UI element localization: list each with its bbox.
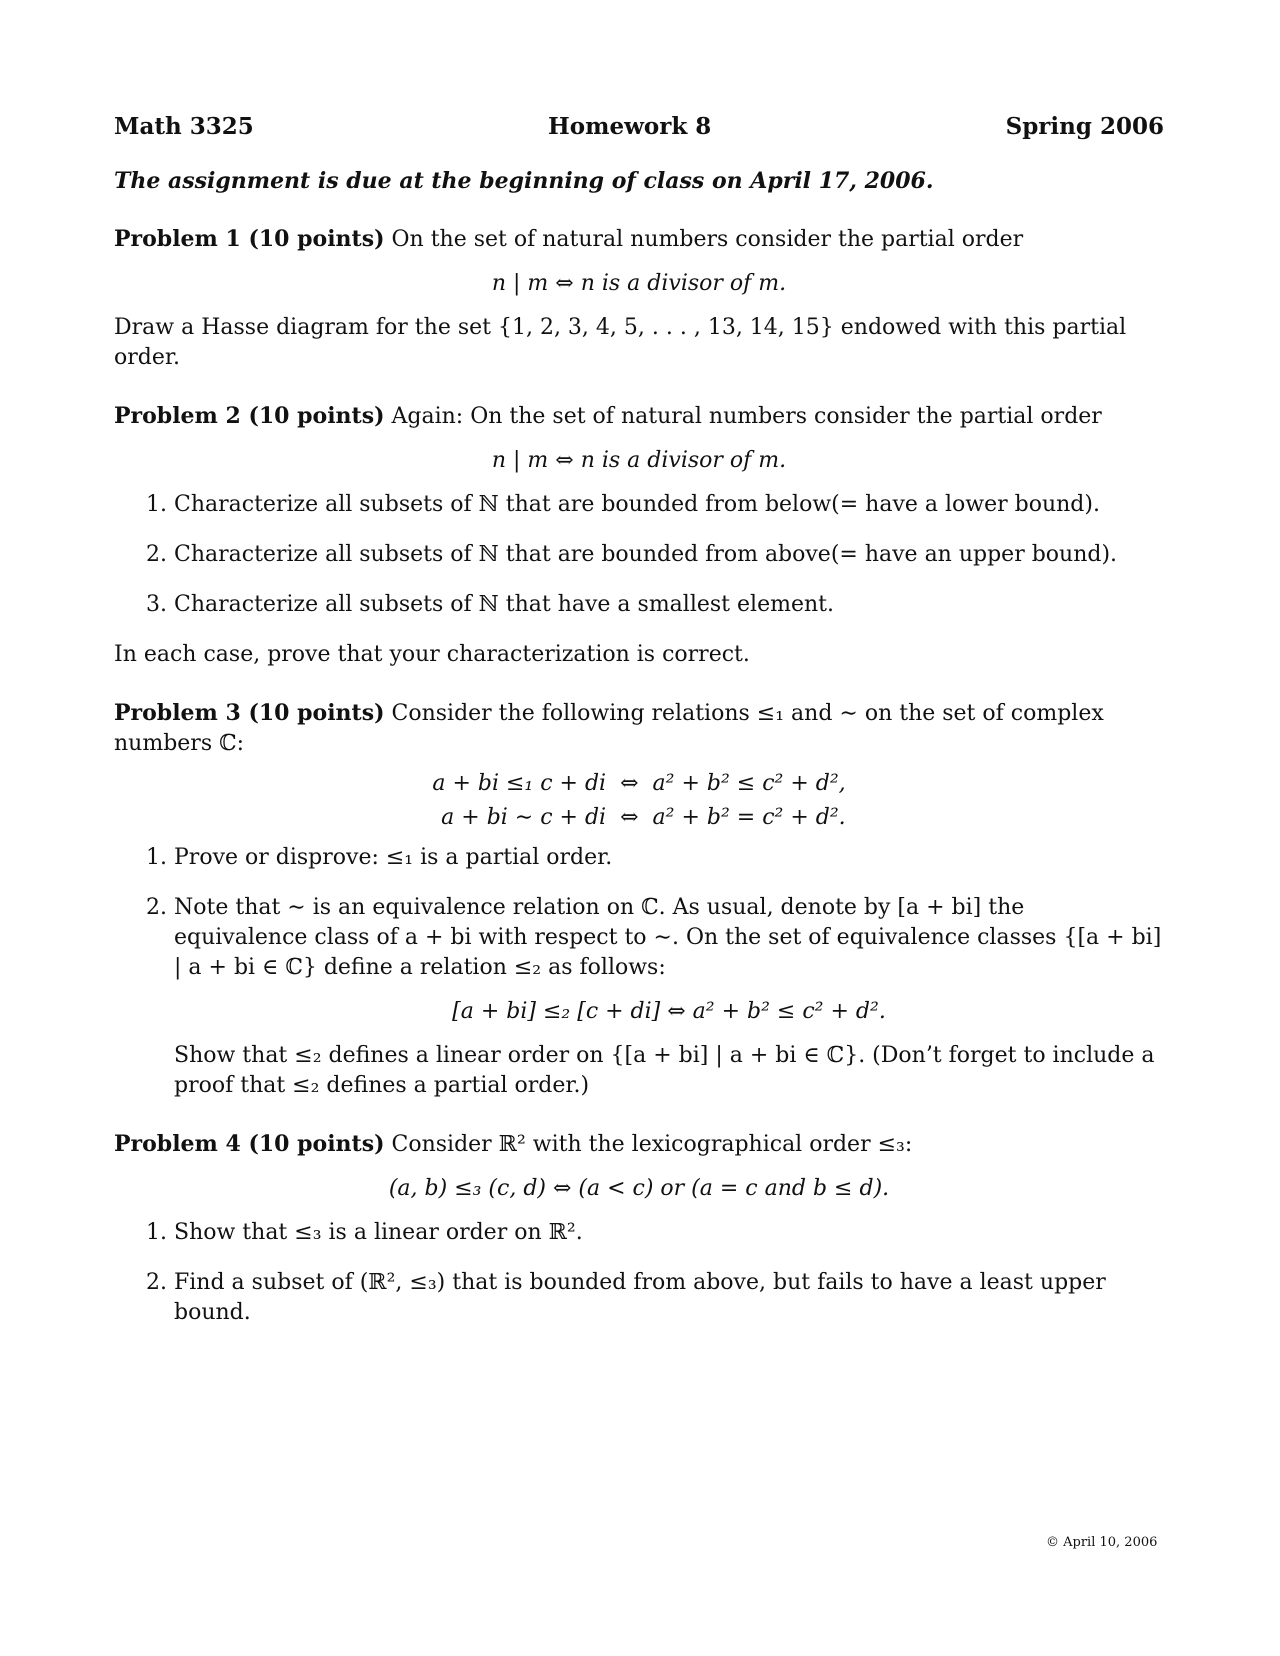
homework-page — [114, 112, 1164, 1348]
problem-2-instruction: In each case, prove that your characterization is correct. — [114, 642, 750, 667]
problem-3-equations — [114, 769, 1164, 833]
problem-2-equation: n | m ⇔ n is a divisor of m. — [491, 448, 787, 473]
problem-3-item-2-equation: [a + bi] ≤₂ [c + di] ⇔ a² + b² ≤ c² + d². — [452, 999, 886, 1024]
problem-4-equation: (a, b) ≤₃ (c, d) ⇔ (a < c) or (a = c and b ≤ d). — [388, 1176, 890, 1201]
list-item: 3. Characterize all subsets of ℕ that have a smallest element. — [174, 590, 1164, 620]
list-item: 2. Characterize all subsets of ℕ that are bounded from above(= have an upper bound). — [174, 540, 1164, 570]
list-item: 2. Find a subset of (ℝ², ≤₃) that is bounded from above, but fails to have a least upper bound. — [174, 1268, 1164, 1328]
term: Spring 2006 — [1005, 113, 1164, 140]
problem-3-title: Problem 3 (10 points) — [114, 700, 385, 726]
problem-2-title: Problem 2 (10 points) — [114, 403, 385, 429]
header — [114, 112, 1164, 142]
problem-2 — [114, 401, 1164, 670]
problem-1 — [114, 224, 1164, 373]
problem-3-list — [114, 843, 1164, 1101]
eq2-operator: ⇔ — [620, 805, 639, 830]
eq2-right: a² + b² = c² + d². — [652, 805, 846, 830]
problem-4-list — [114, 1218, 1164, 1328]
problem-3 — [114, 698, 1164, 1101]
list-item — [174, 893, 1164, 1101]
problem-1-intro: On the set of natural numbers consider the partial order — [391, 227, 1024, 252]
eq1-operator: ⇔ — [620, 771, 639, 796]
list-item: 1. Show that ≤₃ is a linear order on ℝ². — [174, 1218, 1164, 1248]
problem-3-item-2-note: Show that ≤₂ defines a linear order on {[a + bi] | a + bi ∈ ℂ}. (Don’t forget to include a proof that ≤₂ defines a partial order.) — [174, 1043, 1155, 1098]
problem-1-task: Draw a Hasse diagram for the set {1, 2, 3, 4, 5, . . . , 13, 14, 15} endowed with this partial order. — [114, 315, 1127, 370]
copyright-footer: © April 10, 2006 — [1046, 1535, 1158, 1550]
assignment-title: Homework 8 — [548, 113, 712, 140]
problem-2-intro: Again: On the set of natural numbers consider the partial order — [391, 404, 1102, 429]
problem-4 — [114, 1129, 1164, 1328]
course-number: Math 3325 — [114, 113, 254, 140]
problem-4-intro: Consider ℝ² with the lexicographical order ≤₃: — [391, 1132, 913, 1157]
problem-1-equation: n | m ⇔ n is a divisor of m. — [491, 271, 787, 296]
due-date-note: The assignment is due at the beginning of class on April 17, 2006. — [114, 168, 934, 194]
problem-4-title: Problem 4 (10 points) — [114, 1131, 385, 1157]
list-item: 1. Prove or disprove: ≤₁ is a partial order. — [174, 843, 1164, 873]
eq2-left: a + bi ∼ c + di — [441, 805, 607, 830]
problem-1-title: Problem 1 (10 points) — [114, 226, 385, 252]
eq1-right: a² + b² ≤ c² + d², — [652, 771, 846, 796]
list-item: 1. Characterize all subsets of ℕ that are bounded from below(= have a lower bound). — [174, 490, 1164, 520]
problem-3-intro: Consider the following relations ≤₁ and ∼ on the set of complex numbers ℂ: — [114, 701, 1104, 756]
problem-2-list — [114, 490, 1164, 620]
eq1-left: a + bi ≤₁ c + di — [432, 771, 607, 796]
problem-3-item-2-text: 2. Note that ∼ is an equivalence relation on ℂ. As usual, denote by [a + bi] the equivalence class of a + bi with respect to ∼. On the set of equivalence classes {[a + bi] | a + bi ∈ ℂ} define a relation ≤₂ as follows: — [174, 895, 1162, 980]
